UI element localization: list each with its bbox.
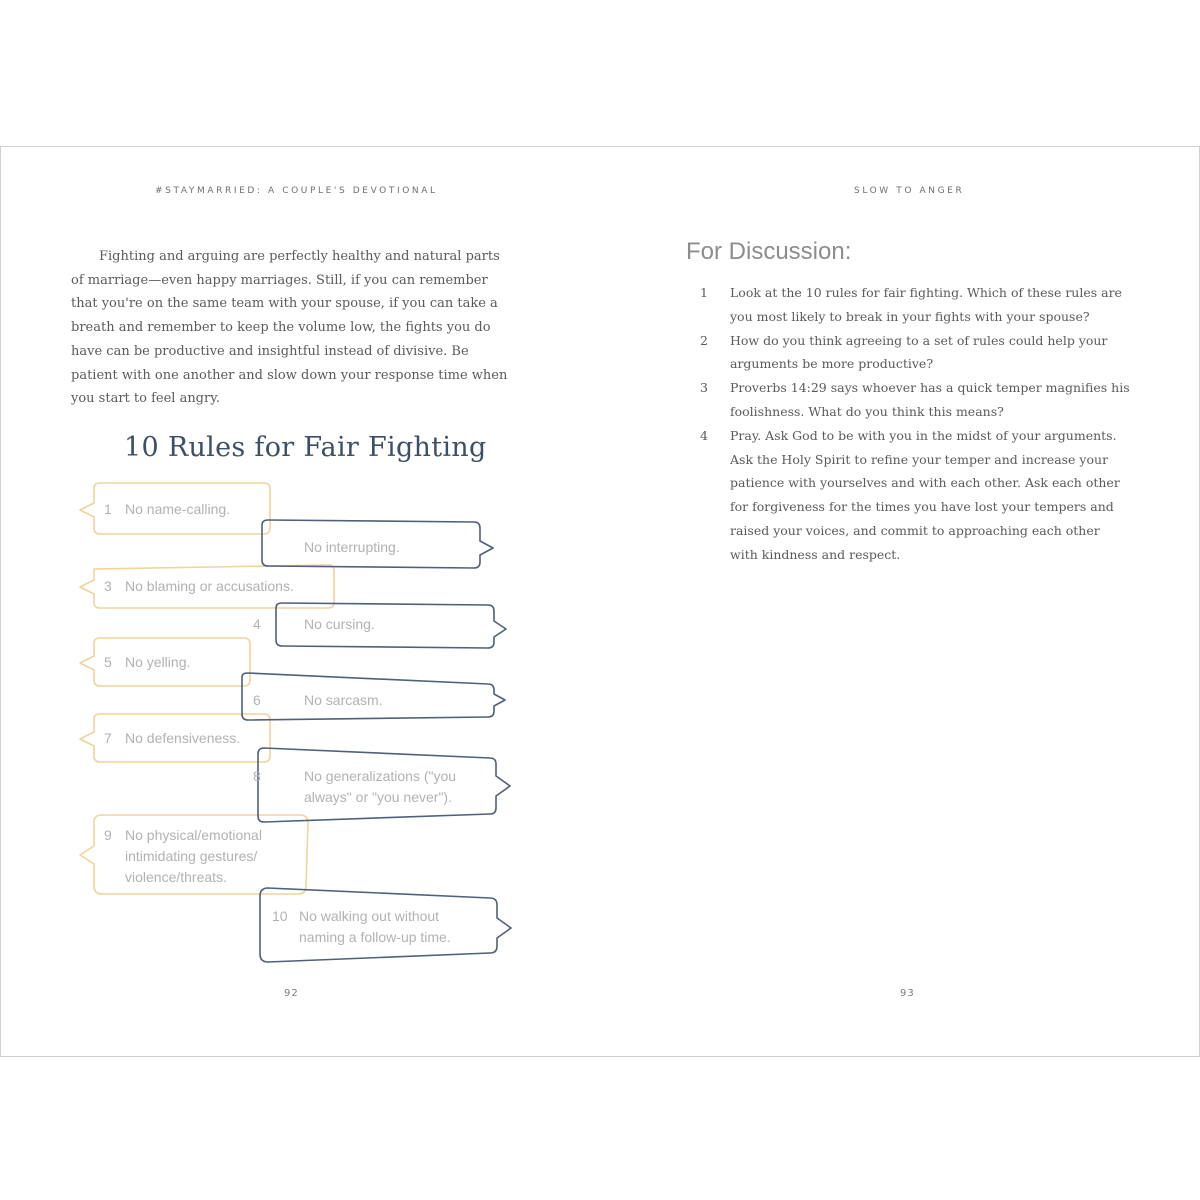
rule-number: 4 bbox=[253, 616, 261, 632]
rule-text-line1: No physical/emotional bbox=[125, 827, 262, 843]
item-text: Proverbs 14:29 says whoever has a quick temper magnifies his foolishness. What do you think this means? bbox=[730, 380, 1130, 419]
item-number: 2 bbox=[700, 332, 708, 348]
rule-text: No defensiveness. bbox=[125, 730, 241, 746]
rule-text: No blaming or accusations. bbox=[125, 578, 294, 594]
discussion-item-4 bbox=[700, 424, 1130, 567]
rule-text: No name-calling. bbox=[125, 501, 231, 517]
page-number-right: 93 bbox=[900, 988, 915, 999]
discussion-title: For Discussion: bbox=[686, 238, 852, 265]
running-head-right: SLOW TO ANGER bbox=[854, 186, 965, 196]
rule-number: 9 bbox=[104, 827, 112, 843]
rule-text: No interrupting. bbox=[304, 539, 400, 555]
rule-number: 8 bbox=[253, 768, 261, 784]
rule-text-line3: violence/threats. bbox=[125, 869, 227, 885]
item-number: 4 bbox=[700, 427, 708, 443]
rule-number: 5 bbox=[104, 654, 112, 670]
discussion-item-1 bbox=[700, 281, 1130, 329]
discussion-item-2 bbox=[700, 329, 1130, 377]
rule-text-line1: No generalizations ("you bbox=[304, 768, 457, 784]
rule-text: No yelling. bbox=[125, 654, 191, 670]
rule-text-line2: naming a follow-up time. bbox=[299, 929, 451, 945]
page-number-left: 92 bbox=[284, 988, 299, 999]
rule-number: 7 bbox=[104, 730, 112, 746]
rule-number: 6 bbox=[253, 692, 261, 708]
rule-text-line2: intimidating gestures/ bbox=[125, 848, 258, 864]
discussion-list bbox=[700, 281, 1130, 567]
rule-number: 3 bbox=[104, 578, 112, 594]
item-text: Look at the 10 rules for fair fighting. Which of these rules are you most likely to break in your fights with your spouse? bbox=[730, 285, 1122, 324]
item-number: 3 bbox=[700, 380, 708, 396]
item-text: How do you think agreeing to a set of rules could help your arguments be more productive? bbox=[730, 332, 1108, 372]
item-text: Pray. Ask God to be with you in the midst of your arguments. Ask the Holy Spirit to refine your temper and increase your patience with yourselves and with each other. Ask each other for forgiveness for the times you have lost your tempers and raised your voices, and commit to approaching each other with kindness and respect. bbox=[730, 427, 1120, 562]
rule-text-line2: always" or "you never"). bbox=[304, 789, 452, 805]
running-head-left: #STAYMARRIED: A COUPLE'S DEVOTIONAL bbox=[155, 186, 438, 196]
rule-text: No sarcasm. bbox=[304, 692, 383, 708]
rule-number: 10 bbox=[272, 908, 288, 924]
rule-text-line1: No walking out without bbox=[299, 908, 440, 924]
item-number: 1 bbox=[700, 285, 708, 300]
paragraph-text: Fighting and arguing are perfectly healthy and natural parts of marriage—even happy marriages. Still, if you can remember that you're on the same team with your spouse, if you can take a breath and remember to keep the volume low, the fights you do have can be productive and insightful instead of divisive. Be patient with one another and slow down your response time when you start to feel angry. bbox=[71, 249, 508, 407]
rules-title: 10 Rules for Fair Fighting bbox=[124, 432, 487, 463]
rule-text: No cursing. bbox=[304, 616, 375, 632]
discussion-item-3 bbox=[700, 376, 1130, 424]
rule-number: 1 bbox=[104, 501, 112, 517]
